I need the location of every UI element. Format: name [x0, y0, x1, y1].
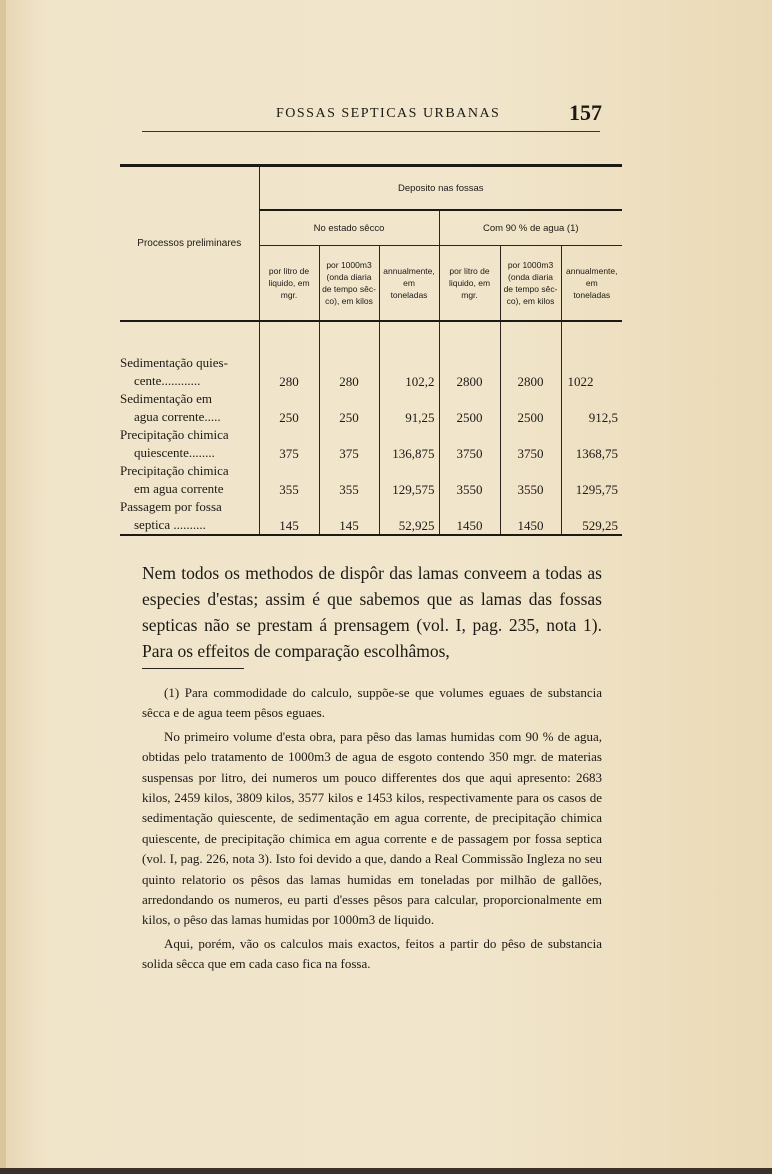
process-label-line: agua corrente.....	[134, 409, 221, 424]
deposit-table	[120, 164, 622, 536]
subcolumn-header-line: co), em kilos	[325, 296, 373, 306]
process-label-line: cente............	[134, 373, 201, 388]
running-title: FOSSAS SEPTICAS URBANAS	[276, 106, 501, 121]
table-cell: 129,575	[379, 462, 439, 498]
table-cell: 250	[319, 390, 379, 426]
table-cell: 1368,75	[575, 446, 618, 461]
process-label-line: septica ..........	[134, 517, 206, 532]
table-cell: 3750	[500, 426, 561, 462]
subcolumn-header-line: annualmente,	[383, 266, 435, 276]
process-label-line: em agua corrente	[134, 481, 224, 496]
table-cell: 145	[259, 498, 319, 535]
footnote-3: Aqui, porém, vão os calculos mais exactos, feitos a partir do pêso de substancia solida sêcca que em cada caso fica na fossa.	[142, 935, 602, 972]
footnote-1: (1) Para commodidade do calculo, suppõe-se que volumes eguaes de substancia sêcca e de agua teem pêsos eguaes.	[142, 685, 602, 721]
subcolumn-header-line: co), em kilos	[506, 296, 555, 306]
table-cell: 145	[319, 498, 379, 535]
table-cell: 280	[319, 321, 379, 390]
table-cell: 529,25	[582, 518, 618, 533]
subgroup-wet: Com 90 % de agua (1)	[439, 210, 622, 246]
table-cell: 375	[259, 426, 319, 462]
subcolumn-header	[439, 246, 500, 322]
subcolumn-header-line: por litro de	[268, 266, 310, 276]
subcolumn-header	[500, 246, 561, 322]
table-cell: 52,925	[379, 498, 439, 535]
body-paragraph: Nem todos os methodos de dispôr das lamas conveem a todas as especies d'estas; assim é que sabemos que as lamas das fossas septicas não se prestam á prensagem (vol. I, pag. 235, nota 1). Para os effeitos de comparação escolhâmos,	[142, 563, 602, 661]
table-cell: 1450	[439, 498, 500, 535]
page-edge	[0, 0, 6, 1174]
footnote-rule	[142, 668, 244, 669]
subcolumn-header	[561, 246, 622, 322]
table-cell: 2800	[439, 321, 500, 390]
subcolumn-header-line: liquido, em	[448, 278, 491, 288]
footnote-2: No primeiro volume d'esta obra, para pêso das lamas humidas com 90 % de agua, obtidas pelo tratamento de 1000m3 de agua de esgoto contendo 350 mgr. de materias suspensas por litro, dei numeros um pouco differentes dos que aqui apresento: 2683 kilos, 2459 kilos, 3809 kilos, 3577 kilos e 1453 kilos, respectivamente para os casos de sedimentação quiescente, de sedimentação em agua corrente, de precipitação chimica quiescente, de precipitação chimica em agua corrente e de passagem por fossa septica (vol. I, pag. 226, nota 3). Isto foi devido a que, dando a Real Commissão Ingleza no seu quinto relatorio os pêsos das lamas humidas em toneladas por milhão de gallões, arredondando os numeros, eu parti d'esses pêsos para calcular, proporcionalmente em kilos, o pêso das lamas humidas por 1000m3 de liquido.	[142, 728, 602, 928]
process-label	[120, 426, 259, 462]
subcolumn-header-line: liquido, em	[268, 278, 310, 288]
process-label-line: Precipitação chimica	[120, 427, 229, 442]
header-rule	[142, 131, 600, 132]
table-cell: 102,2	[379, 321, 439, 390]
table-row	[120, 462, 622, 498]
footnotes	[142, 683, 602, 978]
page-number: 157	[569, 100, 602, 125]
subcolumn-header-line: (onda diaria	[508, 272, 553, 282]
subcolumn-header-line: em	[403, 278, 415, 288]
table-cell: 912,5	[588, 410, 618, 425]
process-label	[120, 321, 259, 390]
process-label	[120, 390, 259, 426]
subcolumn-header-line: toneladas	[390, 290, 428, 300]
subgroup-dry: No estado sêcco	[259, 210, 439, 246]
subcolumn-header-line: mgr.	[461, 290, 478, 300]
running-head	[142, 100, 602, 130]
table-cell: 375	[319, 426, 379, 462]
page-bottom-edge	[0, 1168, 772, 1174]
table-cell: 3550	[500, 462, 561, 498]
subcolumn-header-line: em	[585, 278, 598, 288]
table-cell: 91,25	[379, 390, 439, 426]
table-cell: 2500	[500, 390, 561, 426]
table-cell: 2500	[439, 390, 500, 426]
table-row	[120, 390, 622, 426]
table-cell: 1450	[500, 498, 561, 535]
table-cell: 3750	[439, 426, 500, 462]
table-cell: 2800	[500, 321, 561, 390]
table-cell: 3550	[439, 462, 500, 498]
table-cell: 355	[259, 462, 319, 498]
subcolumn-header-line: por litro de	[449, 266, 490, 276]
subcolumn-header-line: (onda diaria	[326, 272, 372, 282]
subcolumn-header-line: toneladas	[573, 290, 611, 300]
process-label-line: quiescente........	[134, 445, 215, 460]
subcolumn-header-line: por 1000m3	[507, 260, 554, 270]
subcolumn-header-line: mgr.	[280, 290, 298, 300]
table-cell: 1022	[567, 374, 594, 389]
table-cell: 355	[319, 462, 379, 498]
table-cell: 280	[259, 321, 319, 390]
process-label-line: Precipitação chimica	[120, 463, 229, 478]
subcolumn-header-line: de tempo sêc-	[322, 284, 376, 294]
table-cell: 1295,75	[575, 482, 618, 497]
process-label	[120, 498, 259, 535]
table-cell: 250	[259, 390, 319, 426]
process-label-line: Sedimentação em	[120, 391, 213, 406]
process-label-line: Passagem por fossa	[120, 499, 222, 514]
group-title: Deposito nas fossas	[259, 167, 622, 210]
subcolumn-header-line: de tempo sêc-	[503, 284, 558, 294]
subcolumn-header	[259, 246, 319, 322]
subcolumn-header	[379, 246, 439, 322]
process-label	[120, 462, 259, 498]
row-header: Processos preliminares	[120, 167, 259, 321]
table-row	[120, 498, 622, 535]
subcolumn-header	[319, 246, 379, 322]
table-row	[120, 426, 622, 462]
table-cell: 136,875	[379, 426, 439, 462]
subcolumn-header-line: por 1000m3	[326, 260, 372, 270]
process-label-line: Sedimentação quies-	[120, 355, 228, 370]
table-row	[120, 321, 622, 390]
subcolumn-header-line: annualmente,	[565, 266, 618, 276]
